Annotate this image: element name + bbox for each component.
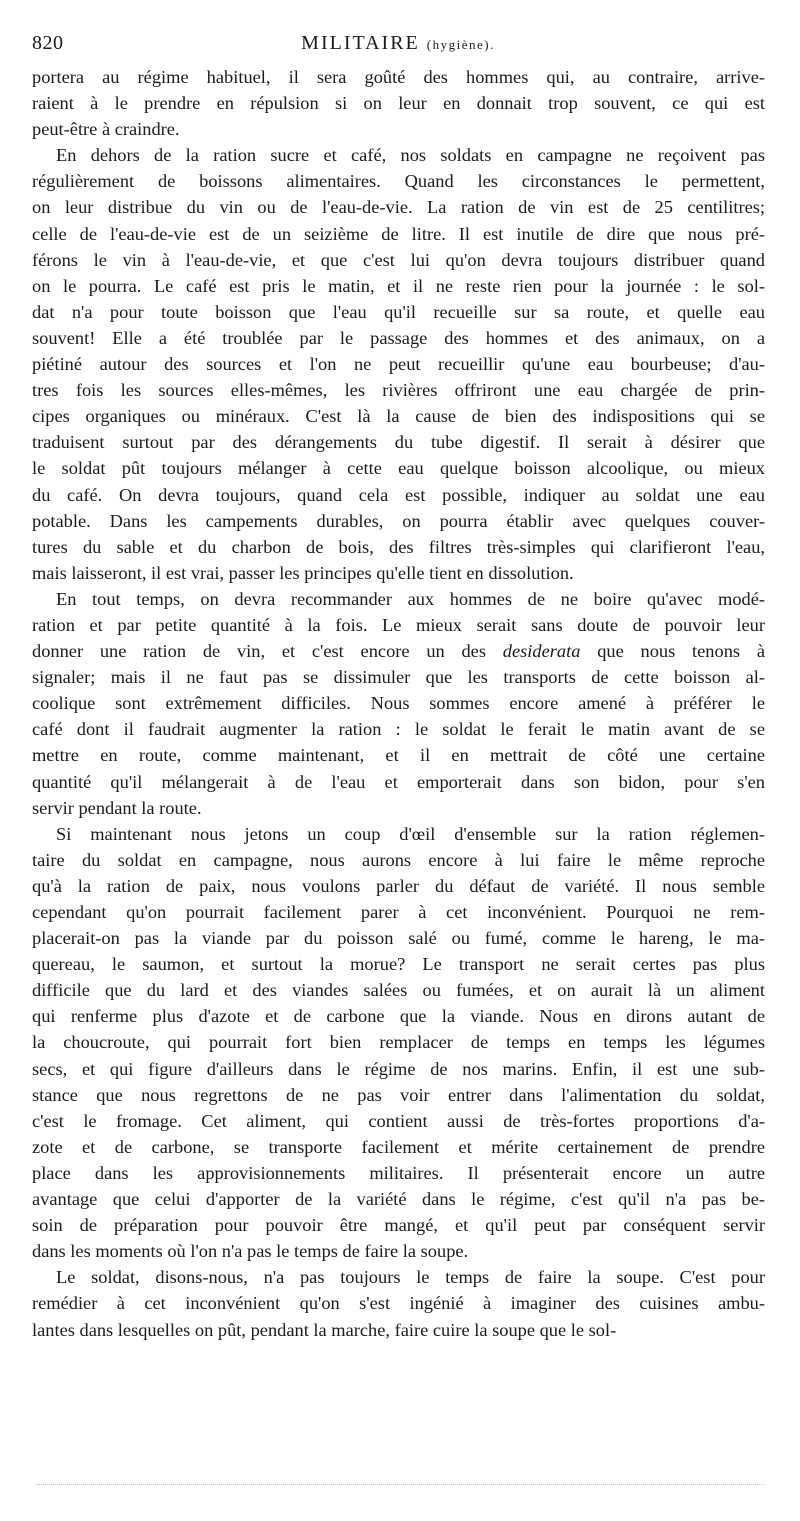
text-line: secs, et qui figure d'ailleurs dans le régime de nos marins. Enfin, il est une sub- — [32, 1058, 765, 1079]
running-head — [32, 32, 764, 55]
text-line: portera au régime habituel, il sera goûté des hommes qui, au contraire, arrive- — [32, 67, 765, 87]
text-line: du café. On devra toujours, quand cela est possible, indiquer au soldat une eau — [32, 484, 765, 505]
page-number: 820 — [32, 32, 64, 54]
text-line: on leur distribue du vin ou de l'eau-de-vie. La ration de vin est de 25 centilitres; — [32, 197, 765, 218]
text-line: régulièrement de boissons alimentaires. Quand les circonstances le permettent, — [32, 171, 765, 192]
text-line: raient à le prendre en répulsion si on leur en donnait trop souvent, ce qui est — [32, 93, 765, 114]
running-head-subtitle: (hygiène). — [426, 37, 495, 52]
text-line: stance que nous regrettons de ne pas voir entrer dans l'alimentation du soldat, — [32, 1084, 765, 1105]
text-line: on le pourra. Le café est pris le matin, et il ne reste rien pour la journée : le sol- — [32, 275, 765, 296]
text-line: peut-être à craindre. — [32, 119, 180, 140]
text-line: placerait-on pas la viande par du poisson salé ou fumé, comme le hareng, le ma- — [32, 928, 765, 949]
text-line: traduisent surtout par des dérangements du tube digestif. Il serait à désirer que — [32, 432, 765, 453]
text-line: cipes organiques ou minéraux. C'est là la cause de bien des indispositions qui se — [32, 406, 765, 427]
text-line: avantage que celui d'apporter de la variété dans le régime, c'est qu'il n'a pas be- — [32, 1189, 765, 1210]
text-line: mettre en route, comme maintenant, et il en mettrait de côté une certaine — [32, 745, 765, 766]
text-line: En tout temps, on devra recommander aux hommes de ne boire qu'avec modé- — [56, 588, 765, 609]
text-line: difficile que du lard et des viandes salées ou fumées, et on aurait là un aliment — [32, 980, 765, 1001]
paragraph — [32, 586, 765, 821]
text-line: remédier à cet inconvénient qu'on s'est ingénié à imaginer des cuisines ambu- — [32, 1293, 765, 1314]
text-line: zote et de carbone, se transporte facilement et mérite certainement de prendre — [32, 1136, 765, 1157]
text-line: piétiné autour des sources et l'on ne peut recueillir qu'une eau bourbeuse; d'au- — [32, 354, 765, 375]
page-header — [32, 32, 764, 58]
text-line: place dans les approvisionnements militaires. Il présenterait encore un autre — [32, 1162, 765, 1183]
text-line: servir pendant la route. — [32, 797, 202, 818]
paragraph — [32, 821, 765, 1265]
text-line: qui renferme plus d'azote et de carbone que la viande. Nous en dirons autant de — [32, 1006, 765, 1027]
text-line: c'est le fromage. Cet aliment, qui contient aussi de très-fortes proportions d'a- — [32, 1110, 765, 1131]
text-line: souvent! Elle a été troublée par le passage des hommes et des animaux, on a — [32, 327, 765, 348]
text-line: Si maintenant nous jetons un coup d'œil d'ensemble sur la ration réglemen- — [56, 823, 765, 844]
text-line: tres fois les sources elles-mêmes, les rivières offriront une eau chargée de prin- — [32, 380, 765, 401]
text-line: lantes dans lesquelles on pût, pendant la marche, faire cuire la soupe que le sol- — [32, 1319, 617, 1340]
text-line: potable. Dans les campements durables, on pourra établir avec quelques couver- — [32, 510, 765, 531]
text-line: mais laisseront, il est vrai, passer les principes qu'elle tient en dissolution. — [32, 562, 574, 583]
text-line: signaler; mais il ne faut pas se dissimuler que les transports de cette boisson al- — [32, 667, 765, 688]
body-text — [32, 64, 765, 1343]
text-line: café dont il faudrait augmenter la ration : le soldat le ferait le matin avant de se — [32, 719, 765, 740]
text-line: donner une ration de vin, et c'est encore un des desiderata que nous tenons à — [32, 641, 765, 662]
running-head-title: MILITAIRE — [301, 32, 420, 54]
text-line: En dehors de la ration sucre et café, nos soldats en campagne ne reçoivent pas — [56, 145, 765, 166]
page-bottom-rule — [36, 1484, 764, 1487]
text-line: dat n'a pour toute boisson que l'eau qu'il recueille sur sa route, et quelle eau — [32, 301, 765, 322]
text-line: quantité qu'il mélangerait à de l'eau et emporterait dans son bidon, pour s'en — [32, 771, 765, 792]
text-line: la choucroute, qui pourrait fort bien remplacer de temps en temps les légumes — [32, 1032, 765, 1053]
paragraph — [32, 64, 765, 142]
text-line: dans les moments où l'on n'a pas le temps de faire la soupe. — [32, 1241, 469, 1262]
text-line: Le soldat, disons-nous, n'a pas toujours le temps de faire la soupe. C'est pour — [56, 1267, 765, 1288]
text-line: cependant qu'on pourrait facilement parer à cet inconvénient. Pourquoi ne rem- — [32, 902, 765, 922]
text-line: taire du soldat en campagne, nous aurons encore à lui faire le même reproche — [32, 849, 765, 870]
text-line: tures du sable et du charbon de bois, des filtres très-simples qui clarifieront l'eau, — [32, 536, 765, 557]
text-line: quereau, le saumon, et surtout la morue? Le transport ne serait certes pas plus — [32, 954, 765, 975]
text-line: soin de préparation pour pouvoir être mangé, et qu'il peut par conséquent servir — [32, 1215, 765, 1236]
paragraph — [32, 142, 765, 586]
text-line: celle de l'eau-de-vie est de un seizième de litre. Il est inutile de dire que nous pré- — [32, 223, 765, 244]
paragraph — [32, 1264, 765, 1342]
text-line: le soldat pût toujours mélanger à cette eau quelque boisson alcoolique, ou mieux — [32, 458, 765, 479]
text-line: coolique sont extrêmement difficiles. Nous sommes encore amené à préférer le — [32, 693, 765, 714]
text-line: qu'à la ration de paix, nous voulons parler du défaut de variété. Il nous semble — [32, 875, 765, 896]
text-line: férons le vin à l'eau-de-vie, et que c'est lui qu'on devra toujours distribuer quand — [32, 249, 765, 270]
text-line: ration et par petite quantité à la fois. Le mieux serait sans doute de pouvoir leur — [32, 614, 765, 635]
